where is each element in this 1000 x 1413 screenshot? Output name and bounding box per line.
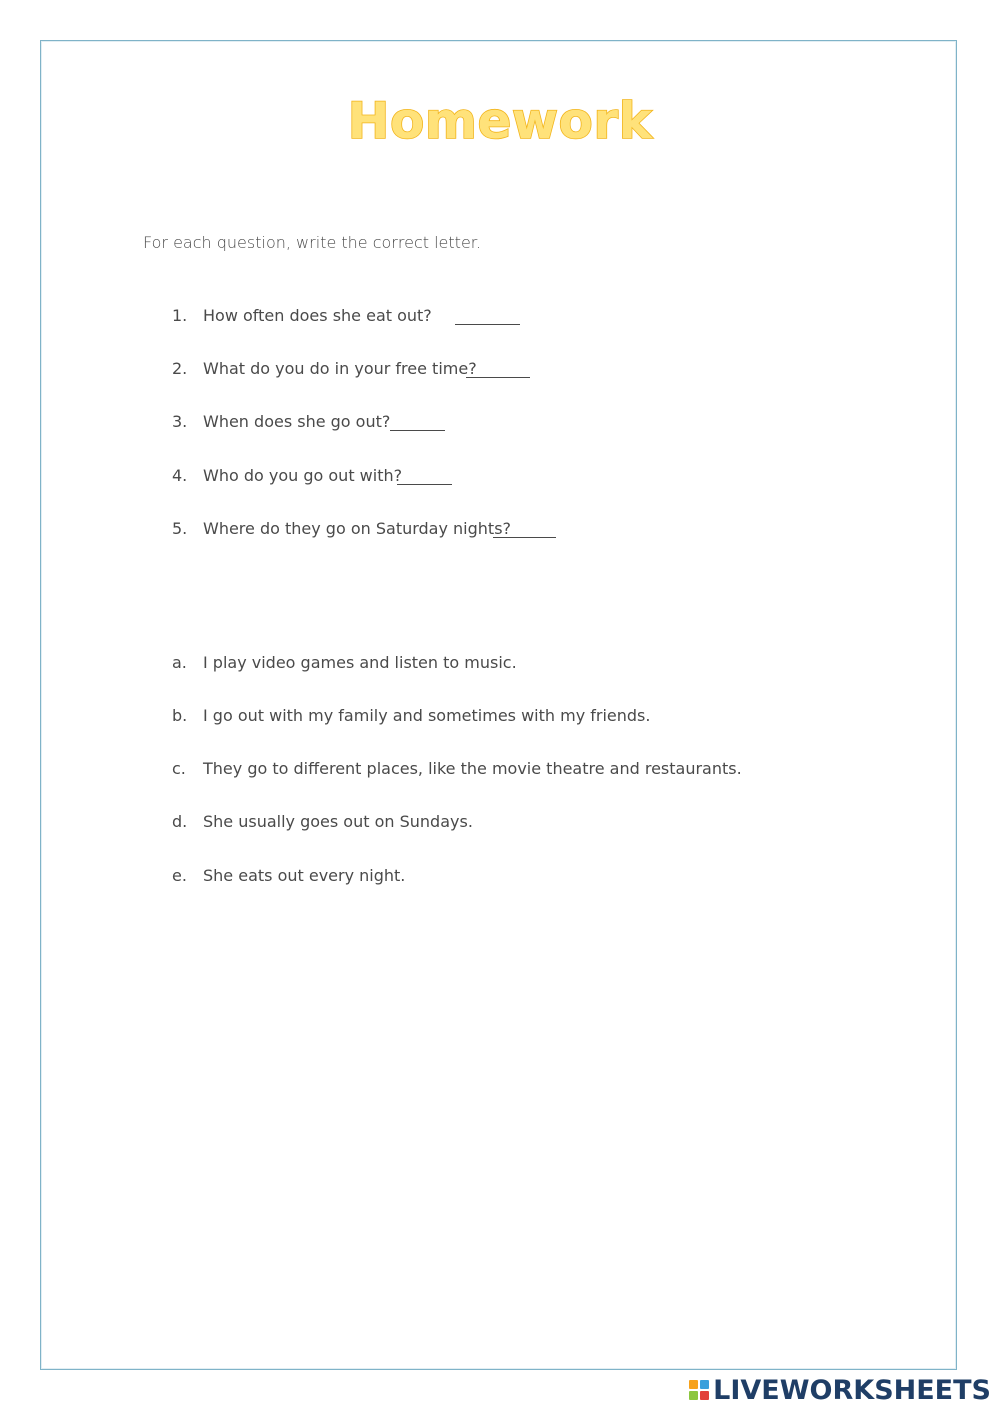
question-text: When does she go out? <box>203 412 391 431</box>
question-number: 2. <box>172 359 188 378</box>
answer-letter: e. <box>172 866 187 885</box>
question-number: 1. <box>172 306 188 325</box>
question-number: 5. <box>172 519 188 538</box>
answer-letter: a. <box>172 653 187 672</box>
question-text: Where do they go on Saturday nights? <box>203 519 512 538</box>
liveworksheets-logo-icon <box>689 1380 709 1400</box>
question-number: 4. <box>172 466 188 485</box>
answer-blank[interactable] <box>390 414 445 431</box>
answer-letter: c. <box>172 759 186 778</box>
answer-text: She usually goes out on Sundays. <box>203 812 473 831</box>
answer-letter: d. <box>172 812 188 831</box>
answer-blank[interactable] <box>455 308 520 325</box>
answer-letter: b. <box>172 706 188 725</box>
question-text: How often does she eat out? <box>203 306 432 325</box>
answer-text: I go out with my family and sometimes with my friends. <box>203 706 651 725</box>
answer-blank[interactable] <box>397 468 452 485</box>
answer-text: I play video games and listen to music. <box>203 653 517 672</box>
answer-blank[interactable] <box>466 361 530 378</box>
question-number: 3. <box>172 412 188 431</box>
worksheet-title: Homework <box>347 92 653 150</box>
question-text: What do you do in your free time? <box>203 359 477 378</box>
answer-text: They go to different places, like the movie theatre and restaurants. <box>203 759 742 778</box>
answer-blank[interactable] <box>493 521 556 538</box>
question-text: Who do you go out with? <box>203 466 403 485</box>
instructions: For each question, write the correct letter. <box>143 233 481 252</box>
logo-text: LIVEWORKSHEETS <box>713 1374 991 1406</box>
answer-text: She eats out every night. <box>203 866 406 885</box>
liveworksheets-logo[interactable] <box>689 1375 991 1405</box>
